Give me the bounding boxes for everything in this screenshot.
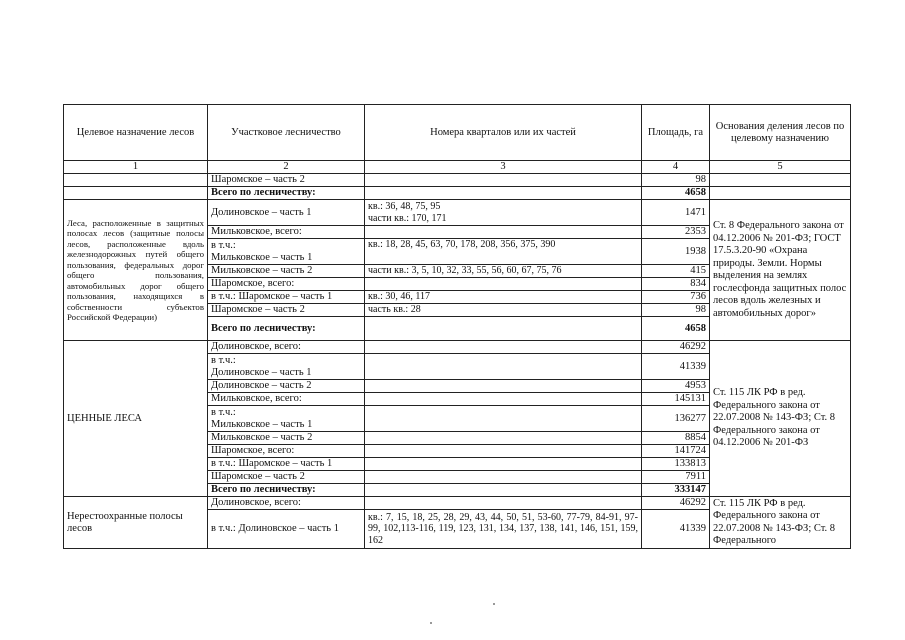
area-total-cell: 333147: [642, 484, 710, 497]
forestry-cell: в т.ч.: Долиновское – часть 1: [208, 510, 365, 549]
header-forestry: Участковое лесничество: [208, 105, 365, 161]
forestry-cell: Мильковское – часть 2: [208, 432, 365, 445]
quarters-cell-empty: [365, 174, 642, 187]
forestry-cell: в т.ч.: Шаромское – часть 1: [208, 291, 365, 304]
forestry-line: Мильковское – часть 1: [211, 251, 313, 263]
area-total-cell: 4658: [642, 317, 710, 341]
quarters-cell-empty: [365, 226, 642, 239]
forestry-line: Долиновское – часть 1: [211, 366, 312, 378]
quarters-line: части кв.: 170, 171: [368, 212, 447, 224]
column-number: 5: [710, 161, 851, 174]
area-cell: 834: [642, 278, 710, 291]
quarters-cell-empty: [365, 458, 642, 471]
area-cell: 1938: [642, 239, 710, 265]
area-cell: 1471: [642, 200, 710, 226]
purpose-cell: ЦЕННЫЕ ЛЕСА: [64, 341, 208, 497]
forestry-cell: Шаромское, всего:: [208, 278, 365, 291]
quarters-cell-empty: [365, 341, 642, 354]
area-cell: 415: [642, 265, 710, 278]
basis-cell: Ст. 8 Федерального закона от 04.12.2006 № 201-ФЗ; ГОСТ 17.5.3.20-90 «Охрана природы. Земли. Нормы выделения на землях гослесфонда защитных полос лесов вдоль железных и автомобильных дорог»: [710, 200, 851, 341]
forestry-cell: Мильковское – часть 2: [208, 265, 365, 278]
area-cell: 98: [642, 174, 710, 187]
quarters-cell: кв.: 7, 15, 18, 25, 28, 29, 43, 44, 50, 51, 53-60, 77-79, 84-91, 97-99, 102,113-116, 119, 123, 131, 134, 137, 138, 141, 146, 151, 159, 162: [365, 510, 642, 549]
basis-cell: Ст. 115 ЛК РФ в ред. Федерального закона от 22.07.2008 № 143-ФЗ; Ст. 8 Федерального закона от 04.12.2006 № 201-ФЗ: [710, 341, 851, 497]
purpose-cell-empty: [64, 187, 208, 200]
area-cell: 46292: [642, 341, 710, 354]
area-cell: 8854: [642, 432, 710, 445]
column-number: 4: [642, 161, 710, 174]
basis-cell-empty: [710, 174, 851, 187]
forestry-cell: Долиновское – часть 1: [208, 200, 365, 226]
table-row: [64, 200, 851, 226]
purpose-cell: Леса, расположенные в защитных полосах лесов (защитные полосы лесов, расположенные вдоль железнодорожных путей общего пользования, федеральных дорог общего пользования, автомобильных дорог общего пользования, находящихся в собственности субъектов Российской Федерации): [64, 200, 208, 341]
quarters-cell-empty: [365, 471, 642, 484]
basis-cell: Ст. 115 ЛК РФ в ред. Федерального закона от 22.07.2008 № 143-ФЗ; Ст. 8 Федерального: [710, 497, 851, 549]
scan-speck: [430, 622, 432, 624]
area-cell: 736: [642, 291, 710, 304]
forestry-total-cell: Всего по лесничеству:: [208, 484, 365, 497]
quarters-cell-empty: [365, 380, 642, 393]
column-number-row: [64, 161, 851, 174]
table-row: [64, 187, 851, 200]
forestry-cell: в т.ч.: Шаромское – часть 1: [208, 458, 365, 471]
forestry-total-cell: Всего по лесничеству:: [208, 187, 365, 200]
area-cell: 141724: [642, 445, 710, 458]
quarters-cell: [365, 200, 642, 226]
forestry-line: Мильковское – часть 1: [211, 418, 313, 430]
header-basis: Основания деления лесов по целевому назначению: [710, 105, 851, 161]
forestry-cell: Мильковское, всего:: [208, 393, 365, 406]
table-row: [64, 341, 851, 354]
quarters-line: кв.: 36, 48, 75, 95: [368, 201, 441, 212]
purpose-cell: Нерестоохранные полосы лесов: [64, 497, 208, 549]
header-quarters: Номера кварталов или их частей: [365, 105, 642, 161]
quarters-cell-empty: [365, 432, 642, 445]
column-number: 3: [365, 161, 642, 174]
area-cell: 98: [642, 304, 710, 317]
table-row: [64, 497, 851, 510]
area-cell: 136277: [642, 406, 710, 432]
quarters-cell-empty: [365, 497, 642, 510]
area-cell: 2353: [642, 226, 710, 239]
quarters-cell: часть кв.: 28: [365, 304, 642, 317]
forestry-cell: Мильковское, всего:: [208, 226, 365, 239]
column-number: 2: [208, 161, 365, 174]
quarters-cell: кв.: 18, 28, 45, 63, 70, 178, 208, 356, 375, 390: [365, 239, 642, 265]
quarters-cell: кв.: 30, 46, 117: [365, 291, 642, 304]
area-cell: 41339: [642, 354, 710, 380]
forestry-cell: Шаромское – часть 2: [208, 174, 365, 187]
forestry-cell: [208, 406, 365, 432]
table-row: [64, 174, 851, 187]
quarters-cell-empty: [365, 484, 642, 497]
area-cell: 4953: [642, 380, 710, 393]
basis-cell-empty: [710, 187, 851, 200]
forestry-line: в т.ч.:: [211, 406, 236, 418]
forestry-cell: Шаромское, всего:: [208, 445, 365, 458]
area-cell: 145131: [642, 393, 710, 406]
forestry-cell: Долиновское, всего:: [208, 341, 365, 354]
area-cell: 41339: [642, 510, 710, 549]
forest-division-table: [63, 104, 851, 549]
forestry-cell: Долиновское, всего:: [208, 497, 365, 510]
quarters-cell-empty: [365, 187, 642, 200]
area-cell: 7911: [642, 471, 710, 484]
forestry-cell: Долиновское – часть 2: [208, 380, 365, 393]
forestry-total-cell: Всего по лесничеству:: [208, 317, 365, 341]
forestry-line: в т.ч.:: [211, 354, 236, 366]
area-cell: 133813: [642, 458, 710, 471]
forestry-cell: [208, 239, 365, 265]
header-purpose: Целевое назначение лесов: [64, 105, 208, 161]
column-number: 1: [64, 161, 208, 174]
forestry-cell: Шаромское – часть 2: [208, 471, 365, 484]
quarters-cell-empty: [365, 354, 642, 380]
quarters-cell-empty: [365, 317, 642, 341]
quarters-cell-empty: [365, 393, 642, 406]
quarters-cell-empty: [365, 406, 642, 432]
area-total-cell: 4658: [642, 187, 710, 200]
forestry-line: в т.ч.:: [211, 239, 236, 251]
quarters-cell: части кв.: 3, 5, 10, 32, 33, 55, 56, 60, 67, 75, 76: [365, 265, 642, 278]
area-cell: 46292: [642, 497, 710, 510]
forestry-cell: Шаромское – часть 2: [208, 304, 365, 317]
scan-speck: [493, 603, 495, 605]
forestry-cell: [208, 354, 365, 380]
quarters-cell-empty: [365, 445, 642, 458]
header-area: Площадь, га: [642, 105, 710, 161]
purpose-cell-empty: [64, 174, 208, 187]
quarters-cell-empty: [365, 278, 642, 291]
table-header-row: [64, 105, 851, 161]
